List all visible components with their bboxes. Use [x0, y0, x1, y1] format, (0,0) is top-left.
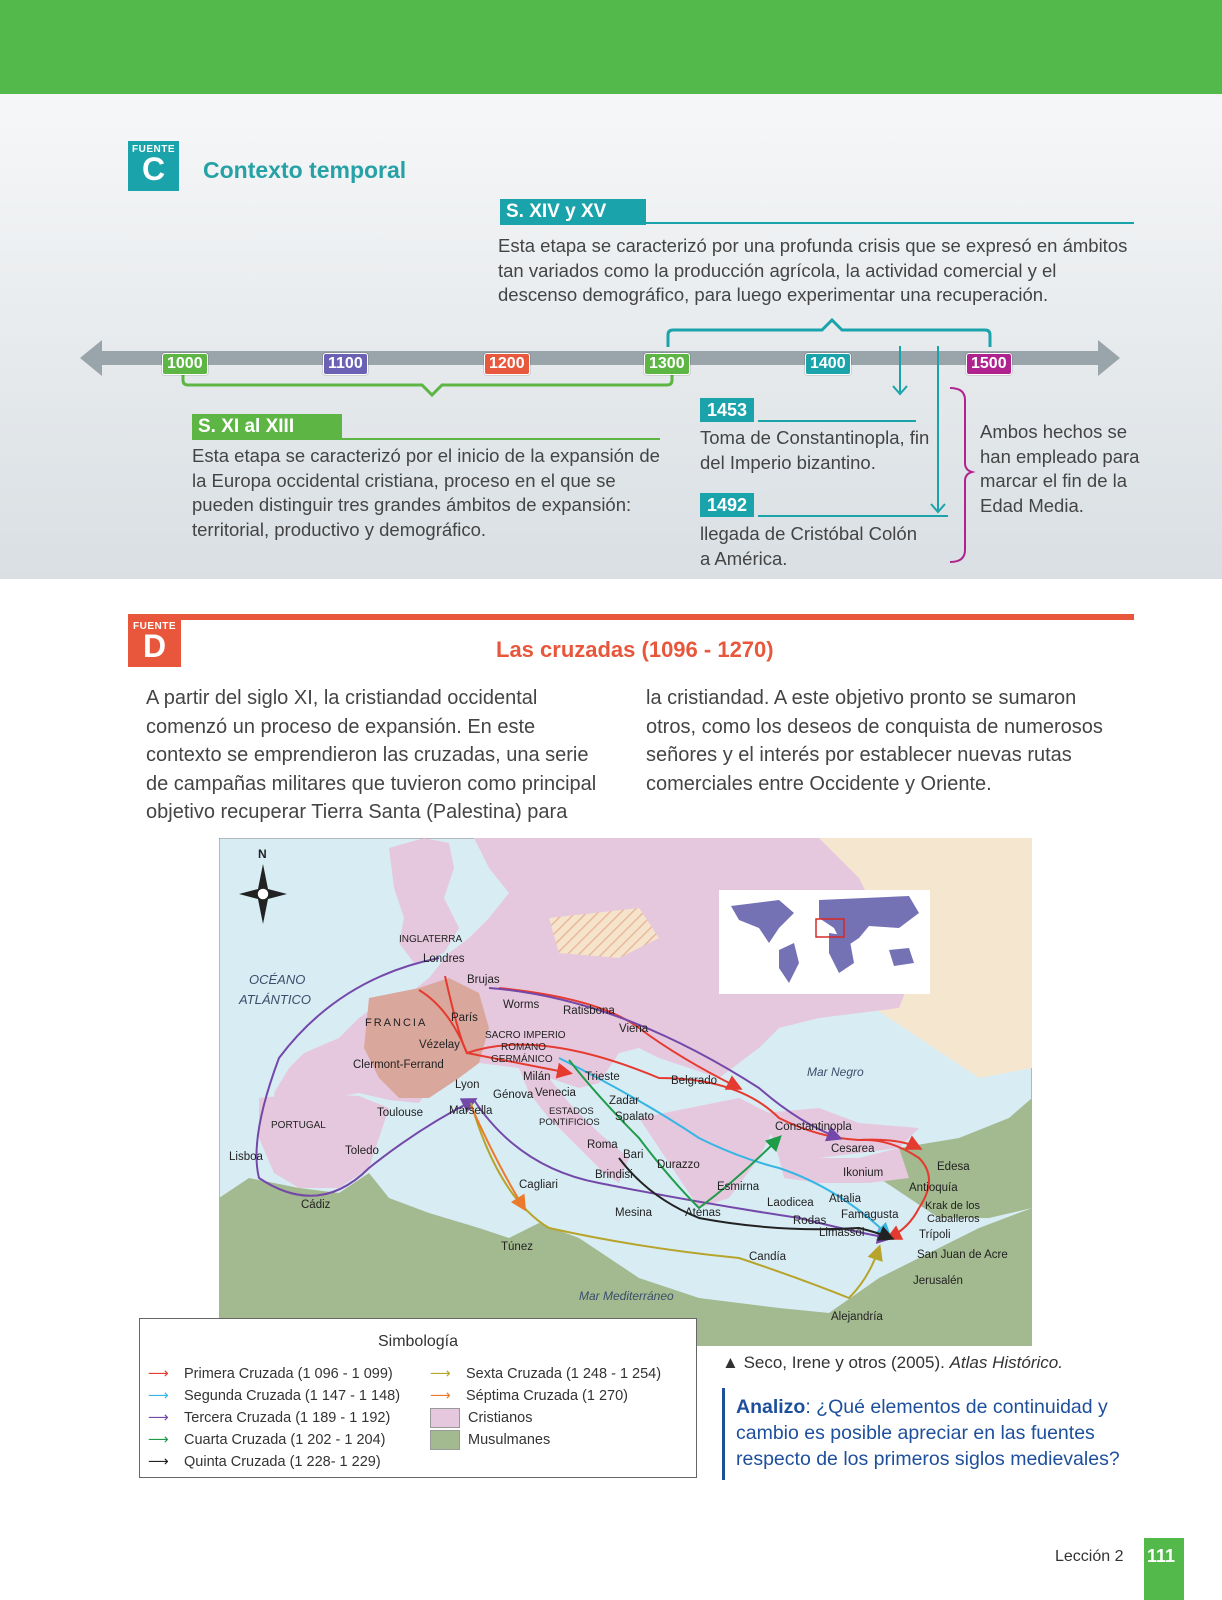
timeline-bar	[100, 351, 1110, 365]
city-esmirna: Esmirna	[717, 1181, 760, 1193]
city-trieste: Trieste	[585, 1071, 620, 1083]
analizo-question	[736, 1394, 1136, 1472]
label-francia: FRANCIA	[365, 1017, 428, 1029]
city-roma: Roma	[587, 1139, 618, 1151]
city-genova: Génova	[493, 1089, 534, 1101]
tick-1400: 1400	[805, 353, 851, 375]
compass-north-label: N	[258, 847, 267, 861]
city-cesarea: Cesarea	[831, 1143, 875, 1155]
city-tunez: Túnez	[501, 1241, 533, 1253]
label-black-sea: Mar Negro	[807, 1065, 864, 1079]
tick-1200: 1200	[484, 353, 530, 375]
legend-arrow-icon: ⟶	[148, 1388, 169, 1404]
fuente-c-title: Contexto temporal	[203, 157, 407, 183]
timeline-left-arrow	[80, 340, 102, 376]
city-lisboa: Lisboa	[229, 1151, 263, 1163]
city-atenas: Atenas	[685, 1207, 721, 1219]
tick-1100: 1100	[323, 353, 368, 375]
city-constantinopla: Constantinopla	[775, 1121, 852, 1133]
label-estados-pontificios-1: ESTADOS	[549, 1106, 594, 1117]
legend-arrow-icon: ⟶	[148, 1366, 169, 1382]
legend-item-label: Primera Cruzada (1 096 - 1 099)	[184, 1366, 393, 1382]
legend-column-right	[430, 1363, 690, 1451]
fuente-d-title: Las cruzadas (1096 - 1270)	[496, 637, 774, 662]
city-toledo: Toledo	[345, 1145, 379, 1157]
label-estados-pontificios-2: PONTIFICIOS	[539, 1117, 600, 1128]
legend-item-third	[148, 1407, 418, 1429]
footer-page-number: 111	[1147, 1546, 1176, 1566]
legend-column-left	[148, 1363, 418, 1473]
city-tripoli: Trípoli	[919, 1229, 951, 1241]
fuente-c-badge-label: FUENTE	[132, 144, 175, 155]
legend-item-label: Séptima Cruzada (1 270)	[466, 1388, 628, 1404]
early-period-text: Esta etapa se caracterizó por el inicio de la expansión de la Europa occidental cristiana, proceso en el que se pueden distinguir tres grandes ámbitos de expansión: territorial, productivo y demográfico.	[192, 445, 660, 540]
event-1453-text: Toma de Constantinopla, fin del Imperio bizantino.	[700, 427, 930, 473]
legend-item-christians	[430, 1407, 690, 1429]
source-title: Atlas Histórico.	[949, 1353, 1063, 1372]
city-londres: Londres	[423, 953, 465, 965]
city-rodas: Rodas	[793, 1215, 827, 1227]
label-ocean-1: OCÉANO	[249, 972, 306, 987]
city-krak-2: Caballeros	[927, 1213, 980, 1225]
city-durazzo: Durazzo	[657, 1159, 700, 1171]
city-spalato: Spalato	[615, 1111, 655, 1123]
city-milan: Milán	[523, 1071, 551, 1083]
city-venecia: Venecia	[535, 1087, 576, 1099]
event-1453-year: 1453	[700, 398, 754, 422]
label-ocean-2: ATLÁNTICO	[239, 992, 311, 1007]
tick-1000: 1000	[162, 353, 208, 375]
fuente-d-badge-letter: D	[142, 628, 167, 664]
city-zadar: Zadar	[609, 1095, 640, 1107]
late-period-label: S. XIV y XV	[500, 199, 646, 225]
city-ratisbona: Ratisbona	[563, 1005, 615, 1017]
city-laodicea: Laodicea	[767, 1197, 814, 1209]
legend-item-label: Cuarta Cruzada (1 202 - 1 204)	[184, 1432, 386, 1448]
legend-item-fifth	[148, 1451, 418, 1473]
event-1492-year: 1492	[700, 493, 754, 517]
city-mesina: Mesina	[615, 1207, 653, 1219]
legend-item-second	[148, 1385, 418, 1407]
late-period-underline	[640, 222, 1134, 224]
city-limassol: Limassol	[819, 1227, 865, 1239]
city-marsella: Marsella	[449, 1105, 493, 1117]
timeline-right-arrow	[1098, 340, 1120, 376]
city-edesa: Edesa	[937, 1161, 970, 1173]
fuente-c-badge	[128, 141, 179, 191]
tick-1500: 1500	[966, 353, 1012, 375]
city-jerusalen: Jerusalén	[913, 1275, 963, 1287]
city-cagliari: Cagliari	[519, 1179, 558, 1191]
legend-swatch-christians	[430, 1408, 460, 1428]
city-clermont: Clermont-Ferrand	[353, 1059, 444, 1071]
triangle-icon: ▲	[722, 1353, 739, 1372]
early-period-underline	[342, 438, 660, 440]
city-viena: Viena	[619, 1023, 649, 1035]
event-1492-text: llegada de Cristóbal Colón a América.	[700, 523, 917, 569]
fuente-d-badge-label: FUENTE	[133, 621, 176, 632]
city-alejandria: Alejandría	[831, 1311, 883, 1323]
legend-arrow-icon: ⟶	[430, 1366, 451, 1382]
events-brace	[950, 388, 972, 562]
legend-item-fourth	[148, 1429, 418, 1451]
legend-item-label: Sexta Cruzada (1 248 - 1 254)	[466, 1366, 662, 1382]
source-text: Seco, Irene y otros (2005).	[743, 1353, 945, 1372]
fuente-d-badge	[128, 618, 181, 667]
label-inglaterra: INGLATERRA	[399, 934, 463, 945]
analizo-rule	[722, 1388, 725, 1480]
footer-lesson: Lección 2	[1055, 1548, 1124, 1565]
crusades-map	[219, 838, 1032, 1346]
city-antioquia: Antioquía	[909, 1182, 958, 1194]
fuente-d-top-rule	[128, 614, 1134, 620]
event-1492-underline	[758, 515, 948, 517]
event-1453-underline	[758, 420, 916, 422]
city-candia: Candía	[749, 1251, 787, 1263]
fuente-d-column-2: la cristiandad. A este objetivo pronto se sumaron otros, como los deseos de conquista de numerosos señores y el interés por establecer nuevas rutas comerciales entre Occidente y Oriente.	[646, 687, 1103, 795]
city-krak-1: Krak de los	[925, 1200, 981, 1212]
fuente-c-badge-letter: C	[141, 151, 166, 187]
city-famagusta: Famagusta	[841, 1209, 899, 1221]
top-color-bar	[0, 0, 1222, 94]
legend-swatch-muslims	[430, 1430, 460, 1450]
analizo-label: Analizo	[736, 1396, 806, 1418]
legend-item-label: Cristianos	[468, 1410, 533, 1426]
legend-item-label: Quinta Cruzada (1 228- 1 229)	[184, 1454, 381, 1470]
legend-item-label: Segunda Cruzada (1 147 - 1 148)	[184, 1388, 401, 1404]
both-events-note: Ambos hechos se han empleado para marcar el fin de la Edad Media.	[980, 421, 1140, 516]
legend-arrow-icon: ⟶	[148, 1432, 169, 1448]
legend-item-seventh	[430, 1385, 690, 1407]
label-sacro-imperio-3: GERMÁNICO	[491, 1054, 553, 1065]
fuente-d-column-1: A partir del siglo XI, la cristiandad occidental comenzó un proceso de expansión. En este contexto se emprendieron las cruzadas, una serie de campañas militares que tuvieron como principal objetivo recuperar Tierra Santa (Palestina) para	[146, 687, 597, 823]
city-brindisi: Brindisi	[595, 1169, 633, 1181]
legend-item-muslims	[430, 1429, 690, 1451]
legend-arrow-icon: ⟶	[430, 1388, 451, 1404]
legend-item-first	[148, 1363, 418, 1385]
analizo-text: : ¿Qué elementos de continuidad y cambio es posible apreciar en las fuentes respecto de los primeros siglos medievales?	[736, 1396, 1120, 1470]
city-acre: San Juan de Acre	[917, 1249, 1008, 1261]
city-toulouse: Toulouse	[377, 1107, 424, 1119]
legend-item-label: Musulmanes	[468, 1432, 551, 1448]
city-worms: Worms	[503, 999, 540, 1011]
city-attalia: Attalia	[829, 1193, 861, 1205]
label-sacro-imperio-1: SACRO IMPERIO	[485, 1030, 566, 1041]
city-bari: Bari	[623, 1149, 644, 1161]
label-portugal: PORTUGAL	[271, 1120, 326, 1131]
late-period-bracket	[668, 320, 990, 347]
city-brujas: Brujas	[467, 974, 500, 986]
early-period-label: S. XI al XIII	[192, 414, 342, 440]
late-period-text: Esta etapa se caracterizó por una profunda crisis que se expresó en ámbitos tan variados como la producción agrícola, la actividad comercial y el descenso demográfico, para luego experimentar una recuperación.	[498, 235, 1128, 305]
tick-1300: 1300	[644, 353, 690, 375]
map-source-citation	[722, 1353, 1063, 1373]
city-ikonium: Ikonium	[843, 1167, 884, 1179]
city-belgrado: Belgrado	[671, 1075, 718, 1087]
legend-item-label: Tercera Cruzada (1 189 - 1 192)	[184, 1410, 391, 1426]
legend-arrow-icon: ⟶	[148, 1454, 169, 1470]
legend-title: Simbología	[377, 1333, 459, 1350]
city-cadiz: Cádiz	[301, 1199, 331, 1211]
city-vezelay: Vézelay	[419, 1039, 460, 1051]
city-paris: París	[451, 1012, 478, 1024]
legend-item-sixth	[430, 1363, 690, 1385]
map-legend	[139, 1318, 697, 1478]
legend-arrow-icon: ⟶	[148, 1410, 169, 1426]
label-mediterranean: Mar Mediterráneo	[579, 1289, 674, 1303]
city-lyon: Lyon	[455, 1079, 480, 1091]
label-sacro-imperio-2: ROMANO	[501, 1042, 546, 1053]
early-period-bracket	[183, 368, 672, 395]
